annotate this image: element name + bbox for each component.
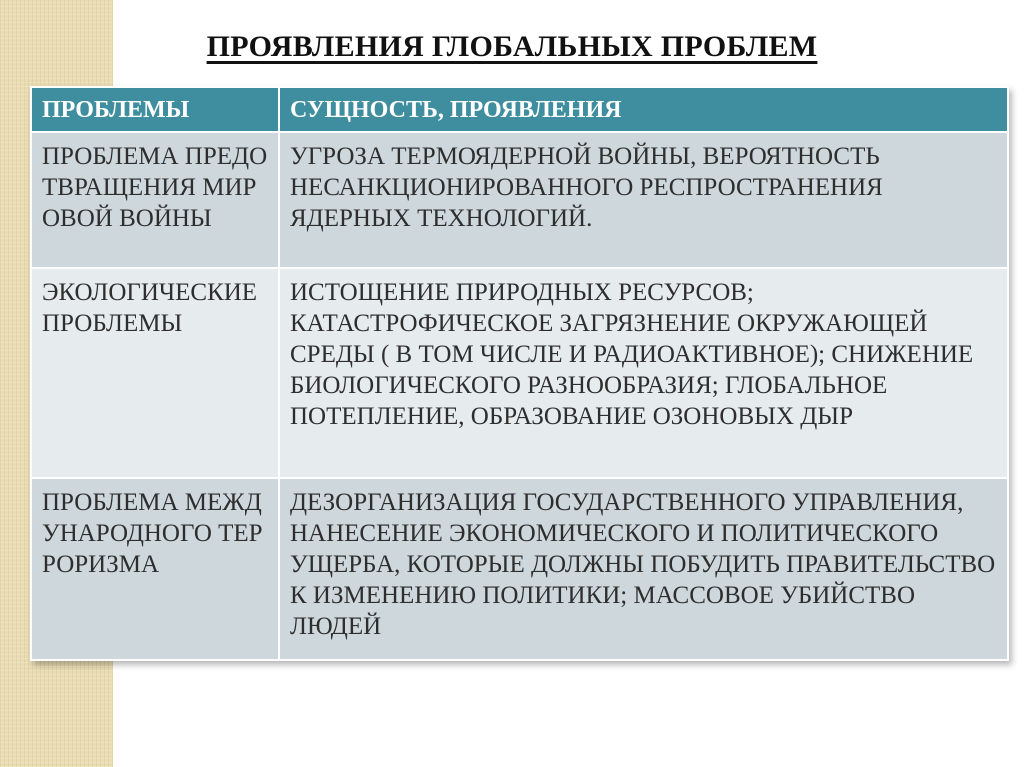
table-row (31, 478, 1008, 660)
essence-cell: УГРОЗА ТЕРМОЯДЕРНОЙ ВОЙНЫ, ВЕРОЯТНОСТЬ НЕСАНКЦИОНИРОВАННОГО РЕСПРОСТРАНЕНИЯ ЯДЕРНЫХ ТЕХНОЛОГИЙ. (279, 132, 1008, 268)
table-header-row (31, 87, 1008, 132)
table-row (31, 268, 1008, 478)
slide-title-text: ПРОЯВЛЕНИЯ ГЛОБАЛЬНЫХ ПРОБЛЕМ (206, 30, 818, 63)
essence-cell: ДЕЗОРГАНИЗАЦИЯ ГОСУДАРСТВЕННОГО УПРАВЛЕНИЯ, НАНЕСЕНИЕ ЭКОНОМИЧЕСКОГО И ПОЛИТИЧЕСКОГО УЩЕРБА, КОТОРЫЕ ДОЛЖНЫ ПОБУДИТЬ ПРАВИТЕЛЬСТВО К ИЗМЕНЕНИЮ ПОЛИТИКИ; МАССОВОЕ УБИЙСТВО ЛЮДЕЙ (279, 478, 1008, 660)
header-essence: СУЩНОСТЬ, ПРОЯВЛЕНИЯ (279, 87, 1008, 132)
problems-table-container (30, 86, 1009, 661)
slide-title (0, 30, 1024, 64)
essence-cell: ИСТОЩЕНИЕ ПРИРОДНЫХ РЕСУРСОВ; КАТАСТРОФИЧЕСКОЕ ЗАГРЯЗНЕНИЕ ОКРУЖАЮЩЕЙ СРЕДЫ ( В ТОМ ЧИСЛЕ И РАДИОАКТИВНОЕ); СНИЖЕНИЕ БИОЛОГИЧЕСКОГО РАЗНООБРАЗИЯ; ГЛОБАЛЬНОЕ ПОТЕПЛЕНИЕ, ОБРАЗОВАНИЕ ОЗОНОВЫХ ДЫР (279, 268, 1008, 478)
table-row (31, 132, 1008, 268)
problems-table (30, 86, 1009, 661)
problem-cell: ПРОБЛЕМА МЕЖДУНАРОДНОГО ТЕРРОРИЗМА (31, 478, 279, 660)
header-problems: ПРОБЛЕМЫ (31, 87, 279, 132)
problem-cell: ПРОБЛЕМА ПРЕДОТВРАЩЕНИЯ МИРОВОЙ ВОЙНЫ (31, 132, 279, 268)
problem-cell: ЭКОЛОГИЧЕСКИЕ ПРОБЛЕМЫ (31, 268, 279, 478)
